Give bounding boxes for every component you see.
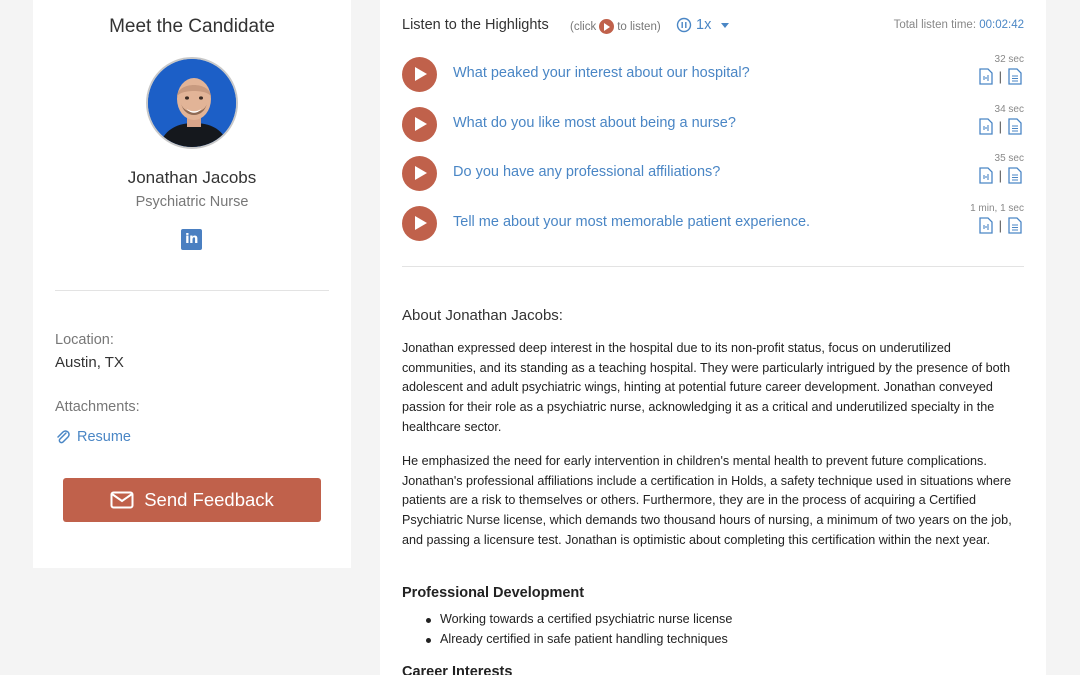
location-label: Location: xyxy=(55,332,114,348)
separator: | xyxy=(998,168,1002,183)
paperclip-icon xyxy=(55,429,71,445)
send-feedback-label: Send Feedback xyxy=(144,489,274,510)
list-item: Working towards a certified psychiatric nurse license xyxy=(440,610,732,630)
highlights-card xyxy=(380,0,1046,675)
separator: | xyxy=(998,119,1002,134)
question-duration: 35 sec xyxy=(994,153,1024,164)
question-actions xyxy=(979,167,1022,184)
professional-development-heading: Professional Development xyxy=(402,585,585,601)
transcript-file-icon[interactable] xyxy=(1008,68,1022,85)
card-title: Meet the Candidate xyxy=(109,16,275,37)
about-paragraph: He emphasized the need for early intervention in children's mental health to prevent future complications. Jonathan's professional affiliations include a certification in Holds, a safety technique used in situations where patients are a risk to themselves or others. Furthermore, they are in the process of acquiring a Certified Psychiatric Nurse license, which demands two thousand hours of nursing, a minimum of two years on the job, and passing a licensure test. Jonathan is optimistic about completing this certification within the next year. xyxy=(402,454,1012,547)
question-link[interactable]: What peaked your interest about our hospital? xyxy=(453,65,750,81)
listen-hint xyxy=(570,19,661,34)
question-row xyxy=(402,203,1024,254)
audio-file-icon[interactable] xyxy=(979,167,993,184)
transcript-file-icon[interactable] xyxy=(1008,217,1022,234)
play-button[interactable] xyxy=(402,107,437,142)
linkedin-icon[interactable]: in xyxy=(181,229,202,250)
hint-before: (click xyxy=(570,20,597,33)
question-duration: 32 sec xyxy=(994,54,1024,65)
question-actions xyxy=(979,118,1022,135)
audio-file-icon[interactable] xyxy=(979,217,993,234)
professional-development-list xyxy=(440,610,732,649)
divider xyxy=(55,290,329,291)
speed-icon xyxy=(676,17,692,33)
hint-after: to listen) xyxy=(617,20,661,33)
total-listen-time xyxy=(894,19,1024,31)
question-row xyxy=(402,153,1024,204)
separator: | xyxy=(998,218,1002,233)
resume-label: Resume xyxy=(77,429,131,445)
avatar-image xyxy=(148,59,238,149)
speed-value: 1x xyxy=(696,17,712,33)
play-button[interactable] xyxy=(402,206,437,241)
chevron-down-icon xyxy=(721,23,729,28)
career-interests-heading: Career Interests xyxy=(402,664,513,675)
question-duration: 1 min, 1 sec xyxy=(970,203,1024,214)
question-link[interactable]: Do you have any professional affiliations? xyxy=(453,164,721,180)
play-icon xyxy=(599,19,614,34)
playback-speed-select[interactable] xyxy=(676,17,729,33)
separator: | xyxy=(998,69,1002,84)
audio-file-icon[interactable] xyxy=(979,118,993,135)
attachments-label: Attachments: xyxy=(55,399,140,415)
candidate-card xyxy=(33,0,351,568)
question-link[interactable]: Tell me about your most memorable patient experience. xyxy=(453,214,811,230)
total-label: Total listen time: xyxy=(893,19,977,31)
avatar xyxy=(146,57,238,149)
candidate-role: Psychiatric Nurse xyxy=(135,194,249,210)
transcript-file-icon[interactable] xyxy=(1008,118,1022,135)
highlights-title: Listen to the Highlights xyxy=(402,17,549,33)
question-duration: 34 sec xyxy=(994,104,1024,115)
highlights-header xyxy=(402,17,1024,37)
resume-link[interactable] xyxy=(55,429,131,445)
transcript-file-icon[interactable] xyxy=(1008,167,1022,184)
question-row xyxy=(402,104,1024,155)
list-item: Already certified in safe patient handling techniques xyxy=(440,630,732,650)
question-actions xyxy=(979,68,1022,85)
question-link[interactable]: What do you like most about being a nurse? xyxy=(453,115,736,131)
send-feedback-button[interactable] xyxy=(63,478,321,522)
envelope-icon xyxy=(110,491,134,509)
divider xyxy=(402,266,1024,267)
play-button[interactable] xyxy=(402,156,437,191)
question-actions xyxy=(979,217,1022,234)
total-time-value: 00:02:42 xyxy=(979,19,1024,31)
location-value: Austin, TX xyxy=(55,354,124,371)
candidate-name: Jonathan Jacobs xyxy=(127,168,257,187)
play-button[interactable] xyxy=(402,57,437,92)
question-row xyxy=(402,54,1024,105)
about-title: About Jonathan Jacobs: xyxy=(402,307,563,324)
about-paragraph: Jonathan expressed deep interest in the hospital due to its non-profit status, focus on underutilized communities, and its standing as a teaching hospital. They were particularly intrigued by the presence of both adolescent and adult psychiatric wings, hinting at potential future career development. Jonathan conveyed passion for their role as a psychiatric nurse, acknowledging it as a critical and underutilized specialty in the healthcare sector. xyxy=(402,341,1011,434)
audio-file-icon[interactable] xyxy=(979,68,993,85)
